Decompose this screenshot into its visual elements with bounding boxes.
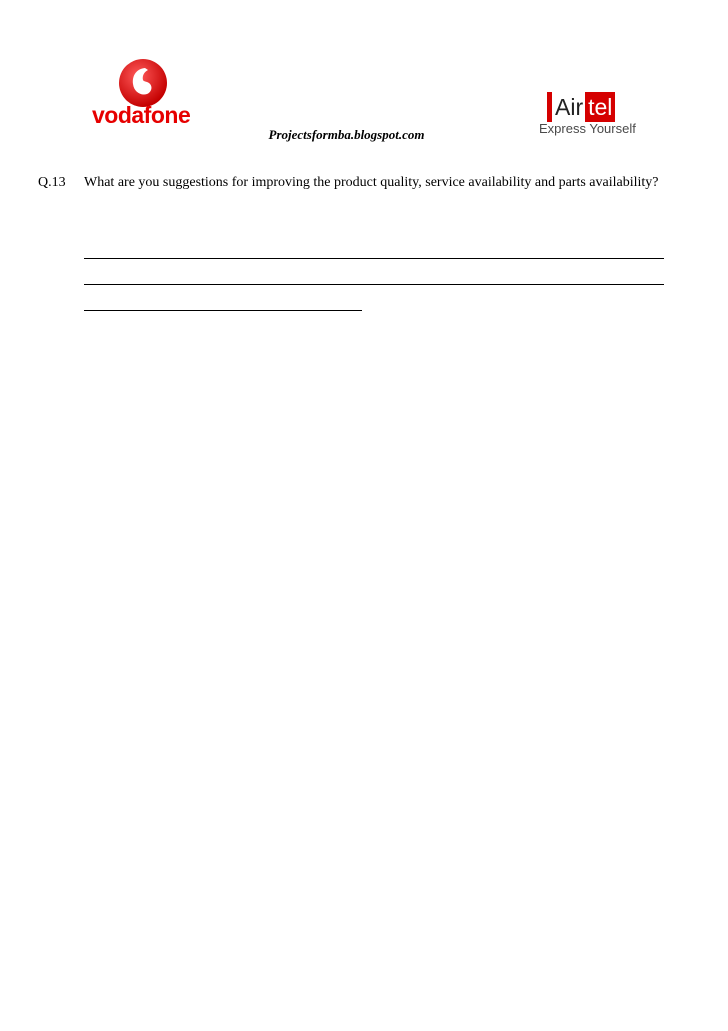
site-header: Projectsformba.blogspot.com — [268, 127, 425, 142]
answer-line — [84, 258, 664, 259]
answer-line — [84, 284, 664, 285]
vodafone-wordmark: vodafone — [92, 102, 191, 128]
answer-lines — [84, 258, 664, 336]
airtel-word-part1: Air — [555, 94, 584, 120]
question-text: What are you suggestions for improving the product quality, service availability and parts availability? — [84, 175, 659, 190]
airtel-word-part2: tel — [585, 92, 615, 122]
airtel-bar-icon — [547, 92, 552, 122]
question-number: Q.13 — [38, 175, 66, 190]
airtel-wordmark — [547, 92, 615, 122]
answer-line — [84, 310, 362, 311]
airtel-tagline: Express Yourself — [539, 121, 636, 136]
question-block — [38, 171, 664, 195]
vodafone-speechmark-icon — [118, 58, 168, 108]
vodafone-logo — [90, 58, 200, 138]
